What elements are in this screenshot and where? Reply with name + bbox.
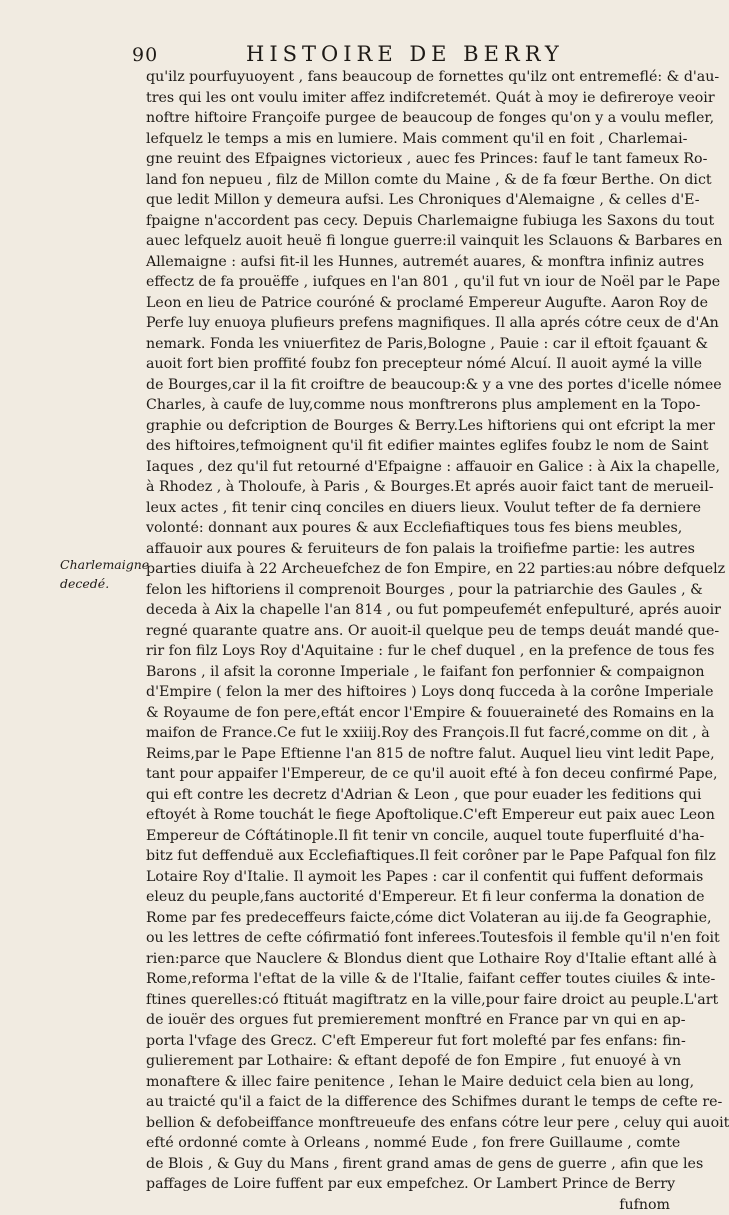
marginal-note — [60, 555, 144, 593]
text-line: ou les lettres de cefte cófirmatió font inferees.Toutesfois il femble qu'il n'en foit — [146, 928, 670, 949]
text-line: auoit fort bien proffité foubz fon precepteur nómé Alcuí. Il auoit aymé la ville — [146, 354, 670, 375]
text-line: lefquelz le temps a mis en lumiere. Mais comment qu'il en foit , Charlemai- — [146, 129, 670, 150]
text-line: bitz fut deffenduë aux Ecclefiaftiques.Il feit corôner par le Pape Pafqual fon filz — [146, 846, 670, 867]
text-line: rien:parce que Nauclere & Blondus dient que Lothaire Roy d'Italie eftant allé à — [146, 949, 670, 970]
text-line: nemark. Fonda les vniuerfitez de Paris,Bologne , Pauie : car il eftoit fçauant & — [146, 334, 670, 355]
text-line: regné quarante quatre ans. Or auoit-il quelque peu de temps deuát mandé que- — [146, 621, 670, 642]
text-line: gulierement par Lothaire: & eftant depofé de fon Empire , fut enuoyé à vn — [146, 1051, 670, 1072]
text-line: ftines querelles:có ftituát magiftratz en la ville,pour faire droict au peuple.L'art — [146, 990, 670, 1011]
text-line: gne reuint des Efpaignes victorieux , auec fes Princes: fauf le tant fameux Ro- — [146, 149, 670, 170]
marginal-note-line: Charlemaigne — [60, 555, 144, 574]
text-line: Empereur de Cóftátinople.Il fit tenir vn concile, auquel toute fuperfluité d'ha- — [146, 826, 670, 847]
text-line: qu'ilz pourfuyuoyent , fans beaucoup de fornettes qu'ilz ont entremeflé: & d'au- — [146, 67, 670, 88]
text-line: fpaigne n'accordent pas cecy. Depuis Charlemaigne fubiuga les Saxons du tout — [146, 211, 670, 232]
text-line: d'Empire ( felon la mer des hiftoires ) Loys donq fucceda à la corône Imperiale — [146, 682, 670, 703]
body-text — [146, 67, 670, 1215]
text-line: tres qui les ont voulu imiter affez indifcretemét. Quát à moy ie defireroye veoir — [146, 88, 670, 109]
text-line: effectz de fa prouëffe , iufques en l'an 801 , qu'il fut vn iour de Noël par le Pape — [146, 272, 670, 293]
text-line: leux actes , fit tenir cinq conciles en diuers lieux. Voulut tefter de fa derniere — [146, 498, 670, 519]
text-line: volonté: donnant aux poures & aux Ecclefiaftiques tous fes biens meubles, — [146, 518, 670, 539]
text-line: Perfe luy enuoya plufieurs prefens magnifiques. Il alla aprés cótre ceux de d'An — [146, 313, 670, 334]
text-line: deceda à Aix la chapelle l'an 814 , ou fut pompeufemét enfepulturé, aprés auoir — [146, 600, 670, 621]
text-line: tant pour appaifer l'Empereur, de ce qu'il auoit efté à fon deceu confirmé Pape, — [146, 764, 670, 785]
text-line: graphie ou defcription de Bourges & Berry.Les hiftoriens qui ont efcript la mer — [146, 416, 670, 437]
text-line: & Royaume de fon pere,eftát encor l'Empire & fouueraineté des Romains en la — [146, 703, 670, 724]
text-line: monaftere & illec faire penitence , Iehan le Maire deduict cela bien au long, — [146, 1072, 670, 1093]
text-line: porta l'vfage des Grecz. C'eft Empereur fut fort molefté par fes enfans: fin- — [146, 1031, 670, 1052]
text-line: à Rhodez , à Tholoufe, à Paris , & Bourges.Et aprés auoir faict tant de merueil- — [146, 477, 670, 498]
text-line: Leon en lieu de Patrice couróné & proclamé Empereur Augufte. Aaron Roy de — [146, 293, 670, 314]
text-line: Barons , il afsit la coronne Imperiale , le faifant fon perfonnier & compaignon — [146, 662, 670, 683]
text-line: land fon nepueu , filz de Millon comte du Maine , & de fa fœur Berthe. On dict — [146, 170, 670, 191]
text-line: Allemaigne : aufsi fit-il les Hunnes, autremét auares, & monftra infiniz autres — [146, 252, 670, 273]
text-line: Charles, à caufe de luy,comme nous monftrerons plus amplement en la Topo- — [146, 395, 670, 416]
text-line: qui eft contre les decretz d'Adrian & Leon , que pour euader les feditions qui — [146, 785, 670, 806]
text-line: Lotaire Roy d'Italie. Il aymoit les Papes : car il confentit qui fuffent deformais — [146, 867, 670, 888]
text-line: de Blois , & Guy du Mans , firent grand amas de gens de guerre , afin que les — [146, 1154, 670, 1175]
text-line: Rome,reforma l'eftat de la ville & de l'Italie, faifant ceffer toutes ciuiles & inte- — [146, 969, 670, 990]
text-line: bellion & defobeiffance monftreueufe des enfans cótre leur pere , celuy qui auoit — [146, 1113, 670, 1134]
text-line: rir fon filz Loys Roy d'Aquitaine : fur le chef duquel , en la prefence de tous fes — [146, 641, 670, 662]
text-line: que ledit Millon y demeura aufsi. Les Chroniques d'Alemaigne , & celles d'E- — [146, 190, 670, 211]
text-line: eleuz du peuple,fans auctorité d'Empereur. Et fi leur conferma la donation de — [146, 887, 670, 908]
text-line: au traicté qu'il a faict de la difference des Schifmes durant le temps de cefte re- — [146, 1092, 670, 1113]
text-line: felon les hiftoriens il comprenoit Bourges , pour la patriarchie des Gaules , & — [146, 580, 670, 601]
text-line: efté ordonné comte à Orleans , nommé Eude , fon frere Guillaume , comte — [146, 1133, 670, 1154]
running-head: HISTOIRE DE BERRY — [246, 42, 564, 66]
text-line: de iouër des orgues fut premierement monftré en France par vn qui en ap- — [146, 1010, 670, 1031]
text-line: parties diuifa à 22 Archeuefchez de fon Empire, en 22 parties:au nóbre defquelz — [146, 559, 670, 580]
text-line: de Bourges,car il la fit croiftre de beaucoup:& y a vne des portes d'icelle nómee — [146, 375, 670, 396]
text-line: eftoyét à Rome touchát le fiege Apoftolique.C'eft Empereur eut paix auec Leon — [146, 805, 670, 826]
text-line: fufnom — [146, 1195, 670, 1215]
page-number: 90 — [132, 44, 158, 66]
text-line: affauoir aux poures & feruiteurs de fon palais la troifiefme partie: les autres — [146, 539, 670, 560]
text-line: des hiftoires,tefmoignent qu'il fit edifier maintes eglifes foubz le nom de Saint — [146, 436, 670, 457]
marginal-note-line: decedé. — [60, 574, 144, 593]
text-line: maifon de France.Ce fut le xxiiij.Roy des François.Il fut facré,comme on dit , à — [146, 723, 670, 744]
text-line: Rome par fes predeceffeurs faicte,cóme dict Volateran au iij.de fa Geographie, — [146, 908, 670, 929]
text-line: Reims,par le Pape Eftienne l'an 815 de noftre falut. Auquel lieu vint ledit Pape, — [146, 744, 670, 765]
text-line: noftre hiftoire Françoife purgee de beaucoup de fonges qu'on y a voulu mefler, — [146, 108, 670, 129]
text-line: paffages de Loire fuffent par eux empefchez. Or Lambert Prince de Berry — [146, 1174, 670, 1195]
text-line: auec lefquelz auoit heuë fi longue guerre:il vainquit les Sclauons & Barbares en — [146, 231, 670, 252]
text-line: Iaques , dez qu'il fut retourné d'Efpaigne : affauoir en Galice : à Aix la chapelle, — [146, 457, 670, 478]
